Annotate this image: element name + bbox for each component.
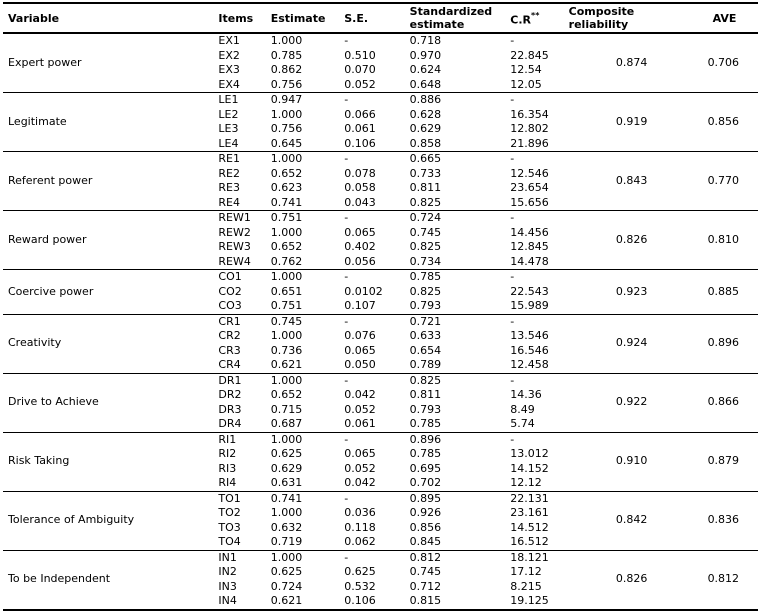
standardized-cell: 0.712 (409, 579, 442, 593)
variable-group-expert-power (3, 33, 758, 93)
standardized-cell: 0.785 (409, 447, 442, 460)
item-cell: REW1 (218, 211, 251, 224)
item-cell: IN1 (218, 550, 237, 564)
se-cell: - (344, 270, 349, 283)
se-cell: 0.052 (344, 461, 376, 475)
table-header (3, 3, 758, 33)
estimate-cell: 1.000 (270, 152, 303, 165)
estimate-cell: 1.000 (270, 329, 303, 342)
cr-cell: 16.512 (510, 535, 549, 548)
estimate-cell: 0.745 (270, 314, 303, 328)
item-row (3, 432, 758, 447)
item-cell: RI2 (218, 447, 237, 460)
standardized-cell: 0.815 (409, 594, 442, 607)
estimate-cell: 0.629 (270, 461, 303, 475)
item-cell: CR3 (218, 343, 241, 357)
se-cell: - (344, 314, 349, 328)
standardized-cell: 0.718 (409, 34, 442, 47)
estimate-cell: 1.000 (270, 107, 303, 121)
ave-cell: 0.896 (707, 336, 740, 350)
col-header-se: S.E. (344, 11, 369, 25)
composite-reliability-cell: 0.843 (615, 173, 648, 187)
ave-cell: 0.770 (707, 173, 740, 187)
standardized-cell: 0.724 (409, 211, 442, 224)
standardized-cell: 0.895 (409, 491, 442, 505)
estimate-cell: 1.000 (270, 550, 303, 564)
se-cell: - (344, 152, 349, 165)
variable-name-cell: Expert power (8, 55, 82, 69)
se-cell: 0.070 (344, 63, 376, 76)
cr-cell: 19.125 (510, 594, 549, 607)
se-cell: 0.0102 (344, 284, 383, 298)
variable-group-reward-power (3, 211, 758, 270)
se-cell: - (344, 34, 349, 47)
standardized-cell: 0.733 (409, 166, 442, 180)
se-cell: - (344, 491, 349, 505)
estimate-cell: 0.724 (270, 579, 303, 593)
item-cell: RI1 (218, 432, 237, 446)
cr-cell: 14.478 (510, 254, 549, 268)
item-cell: DR2 (218, 388, 242, 401)
se-cell: 0.061 (344, 122, 376, 135)
item-cell: EX2 (218, 48, 240, 62)
standardized-cell: 0.785 (409, 417, 442, 430)
standardized-cell: 0.734 (409, 254, 442, 268)
ave-cell: 0.879 (707, 454, 740, 468)
cr-cell: 22.131 (510, 491, 549, 505)
cr-header-superscript: ** (531, 10, 540, 20)
item-cell: REW3 (218, 240, 251, 253)
cr-cell: 22.845 (510, 48, 549, 62)
se-cell: 0.056 (344, 254, 376, 268)
item-cell: EX3 (218, 63, 240, 76)
cr-cell: - (510, 314, 515, 328)
header-row (3, 3, 758, 33)
cr-cell: 15.656 (510, 195, 549, 209)
standardized-cell: 0.825 (409, 195, 442, 209)
estimate-cell: 0.652 (270, 166, 303, 180)
standardized-cell: 0.624 (409, 63, 442, 76)
standardized-cell: 0.825 (409, 373, 442, 387)
se-cell: 0.076 (344, 329, 376, 342)
se-cell: 0.061 (344, 417, 376, 430)
standardized-cell: 0.825 (409, 240, 442, 253)
se-cell: 0.042 (344, 388, 376, 401)
estimate-cell: 1.000 (270, 270, 303, 283)
se-cell: 0.625 (344, 565, 376, 578)
standardized-cell: 0.628 (409, 107, 442, 121)
variable-name-cell: Legitimate (8, 114, 67, 128)
item-row (3, 314, 758, 329)
estimate-cell: 0.621 (270, 594, 303, 607)
item-row (3, 550, 758, 565)
item-cell: LE1 (218, 93, 239, 106)
cr-cell: - (510, 34, 515, 47)
cr-cell: - (510, 152, 515, 165)
cr-cell: 18.121 (510, 550, 549, 564)
item-cell: IN4 (218, 594, 237, 607)
variable-group-legitimate (3, 93, 758, 152)
item-cell: CR4 (218, 358, 241, 371)
se-cell: 0.106 (344, 136, 376, 150)
col-header-cr (506, 3, 563, 33)
col-header-composite-reliability (564, 3, 700, 33)
col-header-variable: Variable (8, 11, 60, 25)
estimate-cell: 0.751 (270, 211, 303, 224)
item-cell: IN2 (218, 565, 237, 578)
se-cell: 0.107 (344, 299, 376, 312)
cr-cell: 12.54 (510, 63, 542, 76)
variable-name-cell: Reward power (8, 232, 87, 246)
estimate-cell: 0.652 (270, 240, 303, 253)
se-cell: 0.043 (344, 195, 376, 209)
item-cell: RI4 (218, 476, 237, 489)
cr-cell: 12.458 (510, 358, 549, 371)
standardized-cell: 0.702 (409, 476, 442, 489)
se-cell: 0.058 (344, 181, 376, 194)
item-cell: CO1 (218, 270, 242, 283)
composite-reliability-cell: 0.910 (615, 454, 648, 468)
estimate-cell: 0.756 (270, 122, 303, 135)
item-row (3, 491, 758, 506)
cr-cell: 14.512 (510, 520, 549, 534)
item-cell: IN3 (218, 579, 237, 593)
col-header-estimate: Estimate (270, 11, 326, 25)
estimate-cell: 1.000 (270, 506, 303, 519)
standardized-cell: 0.811 (409, 181, 442, 194)
standardized-cell: 0.785 (409, 270, 442, 283)
standardized-cell: 0.793 (409, 299, 442, 312)
item-cell: RE3 (218, 181, 240, 194)
item-cell: DR4 (218, 417, 242, 430)
standardized-cell: 0.721 (409, 314, 442, 328)
col-header-standardized (406, 3, 507, 33)
item-cell: CO2 (218, 284, 242, 298)
composite-reliability-cell: 0.826 (615, 572, 648, 586)
standardized-cell: 0.745 (409, 565, 442, 578)
cr-cell: 15.989 (510, 299, 549, 312)
estimate-cell: 0.719 (270, 535, 303, 548)
cr-cell: 12.546 (510, 166, 549, 180)
item-row (3, 33, 758, 49)
cr-cell: 14.456 (510, 225, 549, 239)
estimate-cell: 1.000 (270, 432, 303, 446)
cr-cell: 14.152 (510, 461, 549, 475)
item-cell: CR1 (218, 314, 241, 328)
cr-cell: 8.215 (510, 579, 542, 593)
variable-name-cell: Coercive power (8, 284, 94, 298)
composite-reliability-cell: 0.923 (615, 284, 648, 298)
item-cell: LE4 (218, 136, 239, 150)
cr-cell: 12.802 (510, 122, 549, 135)
ave-cell: 0.885 (707, 284, 740, 298)
cr-cell: - (510, 93, 515, 106)
item-cell: DR3 (218, 402, 242, 416)
standardized-cell: 0.811 (409, 388, 442, 401)
item-cell: CR2 (218, 329, 241, 342)
ave-cell: 0.856 (707, 114, 740, 128)
ave-cell: 0.836 (707, 513, 740, 527)
cr-cell: 12.05 (510, 77, 542, 91)
standardized-cell: 0.858 (409, 136, 442, 150)
composite-reliability-cell: 0.919 (615, 114, 648, 128)
standardized-cell: 0.793 (409, 402, 442, 416)
item-cell: RE1 (218, 152, 240, 165)
standardized-cell: 0.886 (409, 93, 442, 106)
item-cell: CO3 (218, 299, 242, 312)
cr-cell: - (510, 432, 515, 446)
item-cell: REW2 (218, 225, 251, 239)
variable-group-to-be-independent (3, 550, 758, 610)
standardized-header-label: Standardized estimate (409, 5, 493, 31)
estimate-cell: 0.645 (270, 136, 303, 150)
estimate-cell: 0.632 (270, 520, 303, 534)
variable-group-coercive-power (3, 270, 758, 315)
cr-cell: 23.161 (510, 506, 549, 519)
estimate-cell: 0.623 (270, 181, 303, 194)
standardized-cell: 0.812 (409, 550, 442, 564)
cr-cell: 14.36 (510, 388, 542, 401)
variable-group-creativity (3, 314, 758, 373)
standardized-cell: 0.856 (409, 520, 442, 534)
se-cell: - (344, 373, 349, 387)
se-cell: 0.078 (344, 166, 376, 180)
variable-name-cell: Risk Taking (8, 454, 70, 468)
se-cell: 0.062 (344, 535, 376, 548)
standardized-cell: 0.845 (409, 535, 442, 548)
cr-header-label: C.R (510, 13, 532, 27)
cr-cell: 13.012 (510, 447, 549, 460)
item-cell: DR1 (218, 373, 242, 387)
estimate-cell: 0.621 (270, 358, 303, 371)
variable-name-cell: Tolerance of Ambiguity (8, 513, 135, 527)
cr-cell: 12.12 (510, 476, 542, 489)
item-row (3, 211, 758, 226)
cr-cell: 5.74 (510, 417, 535, 430)
item-cell: RE4 (218, 195, 240, 209)
cr-cell: - (510, 270, 515, 283)
item-cell: TO4 (218, 535, 241, 548)
se-cell: 0.066 (344, 107, 376, 121)
se-cell: - (344, 93, 349, 106)
standardized-cell: 0.745 (409, 225, 442, 239)
item-cell: TO3 (218, 520, 241, 534)
estimate-cell: 0.741 (270, 491, 303, 505)
se-cell: 0.065 (344, 447, 376, 460)
item-cell: REW4 (218, 254, 251, 268)
item-cell: TO2 (218, 506, 241, 519)
ave-cell: 0.706 (707, 55, 740, 69)
ave-cell: 0.812 (707, 572, 740, 586)
standardized-cell: 0.629 (409, 122, 442, 135)
se-cell: 0.050 (344, 358, 376, 371)
se-cell: 0.402 (344, 240, 376, 253)
estimate-cell: 0.625 (270, 565, 303, 578)
cr-cell: 23.654 (510, 181, 549, 194)
estimate-cell: 0.631 (270, 476, 303, 489)
estimate-cell: 0.862 (270, 63, 303, 76)
estimate-cell: 0.625 (270, 447, 303, 460)
item-row (3, 93, 758, 108)
se-cell: 0.036 (344, 506, 376, 519)
col-header-items: Items (218, 11, 254, 25)
se-cell: - (344, 550, 349, 564)
composite-reliability-cell: 0.874 (615, 55, 648, 69)
estimate-cell: 0.736 (270, 343, 303, 357)
estimate-cell: 0.756 (270, 77, 303, 91)
variable-name-cell: Creativity (8, 336, 62, 350)
variable-group-drive-to-achieve (3, 373, 758, 432)
variable-group-tolerance-of-ambiguity (3, 491, 758, 550)
estimate-cell: 0.762 (270, 254, 303, 268)
se-cell: 0.118 (344, 520, 376, 534)
cr-cell: - (510, 373, 515, 387)
composite-reliability-cell: 0.924 (615, 336, 648, 350)
cr-cell: 21.896 (510, 136, 549, 150)
se-cell: 0.106 (344, 594, 376, 607)
item-cell: LE2 (218, 107, 239, 121)
cr-cell: 8.49 (510, 402, 535, 416)
se-cell: - (344, 211, 349, 224)
se-cell: - (344, 432, 349, 446)
se-cell: 0.065 (344, 225, 376, 239)
item-cell: RI3 (218, 461, 237, 475)
se-cell: 0.042 (344, 476, 376, 489)
item-cell: RE2 (218, 166, 240, 180)
item-cell: LE3 (218, 122, 239, 135)
variable-group-referent-power (3, 152, 758, 211)
cr-cell: 13.546 (510, 329, 549, 342)
standardized-cell: 0.789 (409, 358, 442, 371)
estimate-cell: 1.000 (270, 225, 303, 239)
se-cell: 0.532 (344, 579, 376, 593)
item-cell: EX1 (218, 34, 240, 47)
estimate-cell: 0.741 (270, 195, 303, 209)
item-cell: TO1 (218, 491, 241, 505)
estimate-cell: 0.947 (270, 93, 303, 106)
cr-cell: - (510, 211, 515, 224)
col-header-ave: AVE (712, 11, 737, 25)
estimate-cell: 0.751 (270, 299, 303, 312)
ave-cell: 0.866 (707, 395, 740, 409)
variable-name-cell: Drive to Achieve (8, 395, 99, 409)
ave-cell: 0.810 (707, 232, 740, 246)
se-cell: 0.052 (344, 402, 376, 416)
standardized-cell: 0.654 (409, 343, 442, 357)
composite-reliability-cell: 0.842 (615, 513, 648, 527)
variable-group-risk-taking (3, 432, 758, 491)
cr-cell: 17.12 (510, 565, 542, 578)
cr-cell: 16.354 (510, 107, 549, 121)
measurement-model-table (3, 2, 758, 611)
composite-reliability-cell: 0.922 (615, 395, 648, 409)
estimate-cell: 0.687 (270, 417, 303, 430)
composite-header-label: Composite reliability (568, 5, 635, 31)
variable-name-cell: To be Independent (8, 572, 111, 586)
standardized-cell: 0.970 (409, 48, 442, 62)
variable-name-cell: Referent power (8, 173, 93, 187)
standardized-cell: 0.825 (409, 284, 442, 298)
standardized-cell: 0.665 (409, 152, 442, 165)
item-cell: EX4 (218, 77, 240, 91)
standardized-cell: 0.926 (409, 506, 442, 519)
standardized-cell: 0.695 (409, 461, 442, 475)
cr-cell: 22.543 (510, 284, 549, 298)
se-cell: 0.065 (344, 343, 376, 357)
standardized-cell: 0.633 (409, 329, 442, 342)
standardized-cell: 0.648 (409, 77, 442, 91)
item-row (3, 152, 758, 167)
estimate-cell: 0.651 (270, 284, 303, 298)
cr-cell: 12.845 (510, 240, 549, 253)
item-row (3, 270, 758, 285)
estimate-cell: 0.785 (270, 48, 303, 62)
estimate-cell: 0.652 (270, 388, 303, 401)
estimate-cell: 1.000 (270, 373, 303, 387)
item-row (3, 373, 758, 388)
estimate-cell: 1.000 (270, 34, 303, 47)
cr-cell: 16.546 (510, 343, 549, 357)
se-cell: 0.052 (344, 77, 376, 91)
estimate-cell: 0.715 (270, 402, 303, 416)
standardized-cell: 0.896 (409, 432, 442, 446)
se-cell: 0.510 (344, 48, 376, 62)
composite-reliability-cell: 0.826 (615, 232, 648, 246)
